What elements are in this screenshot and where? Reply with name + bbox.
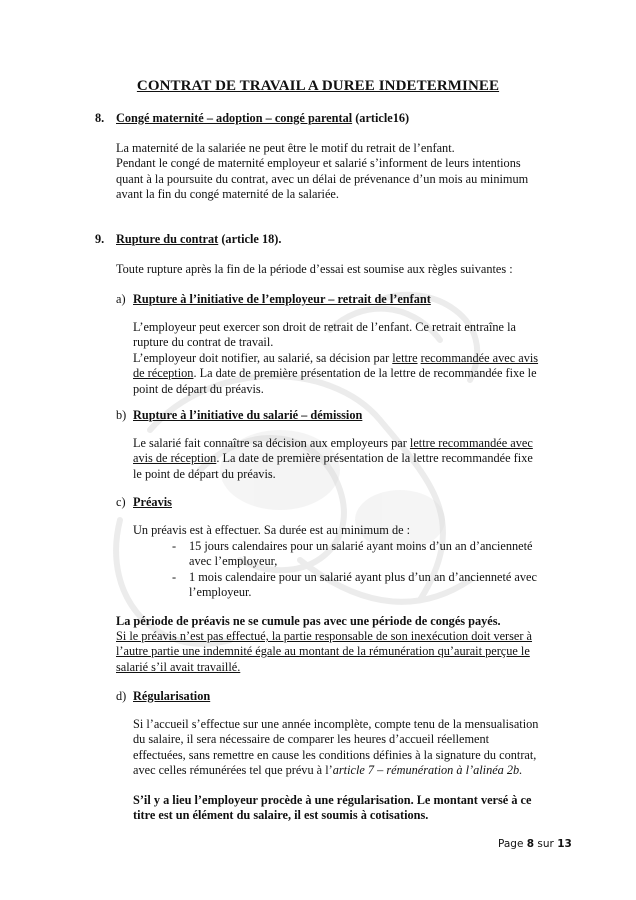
subsection-b-line: Le salarié fait connaître sa décision aux employeurs par lettre recommandée avec bbox=[133, 436, 533, 450]
subsection-a-line: L’employeur peut exercer son droit de retrait de l’enfant. Ce retrait entraîne la bbox=[133, 320, 516, 334]
subsection-a-heading: Rupture à l’initiative de l’employeur – retrait de l’enfant bbox=[133, 292, 431, 306]
section-8-line: Pendant le congé de maternité employeur et salarié s’informent de leurs intentions bbox=[116, 156, 521, 171]
section-8-line: avant la fin du congé maternité de la salariée. bbox=[116, 187, 339, 202]
subsection-d-body bbox=[133, 717, 538, 779]
notice-bullet: - 1 mois calendaire pour un salarié ayant plus d’un an d’ancienneté avec l’employeur. bbox=[172, 570, 537, 600]
section-9-number: 9. bbox=[95, 232, 105, 246]
subsection-d-line: avec celles rémunérées tel que prévu à l’article 7 – rémunération à l’alinéa 2b. bbox=[133, 763, 523, 778]
subsection-b-line: avis de réception. La date de première présentation de la lettre recommandée fixe bbox=[133, 451, 533, 466]
section-8-line: La maternité de la salariée ne peut être le motif du retrait de l’enfant. bbox=[116, 141, 455, 155]
subsection-c-letter: c) bbox=[116, 495, 126, 509]
section-8-heading-text: Congé maternité – adoption – congé parental bbox=[116, 111, 353, 125]
section-8-heading bbox=[116, 111, 409, 126]
section-9-article: (article 18). bbox=[218, 232, 282, 246]
section-9-heading bbox=[116, 232, 281, 247]
subsection-a-line: rupture du contrat de travail. bbox=[133, 335, 274, 350]
subsection-d-bold-paragraph: S’il y a lieu l’employeur procède à une régularisation. Le montant versé à ce titre est un élément du salaire, il est soumis à cotisations. bbox=[133, 793, 532, 823]
subsection-d-line: du salaire, il sera nécessaire de comparer les heures d’accueil réellement bbox=[133, 732, 490, 747]
notice-bullet: - 15 jours calendaires pour un salarié ayant moins d’un an d’ancienneté avec l’employeur, bbox=[172, 539, 533, 569]
subsection-d-letter: d) bbox=[116, 689, 127, 703]
section-8-article: (article16) bbox=[352, 111, 410, 125]
subsection-d-line: Si l’accueil s’effectue sur une année incomplète, compte tenu de la mensualisation bbox=[133, 717, 539, 731]
subsection-d-heading: Régularisation bbox=[133, 689, 211, 703]
subsection-a-letter: a) bbox=[116, 292, 126, 306]
subsection-a-line: point de départ du préavis. bbox=[133, 381, 264, 396]
notice-bold-note: La période de préavis ne se cumule pas avec une période de congés payés. bbox=[116, 614, 501, 628]
notice-underlined-paragraph: Si le préavis n’est pas effectué, la partie responsable de son inexécution doit verser à l’autre partie une indemnité égale au montant de la rémunération qu’aurait perçue le salarié s’il avait travaillé. bbox=[116, 629, 533, 674]
subsection-b-letter: b) bbox=[116, 408, 127, 422]
page-total: 13 bbox=[557, 838, 572, 850]
subsection-a-line: de réception. La date de première présentation de la lettre de recommandée fixe le bbox=[133, 366, 537, 381]
page-number: 8 bbox=[526, 838, 535, 850]
subsection-b-body bbox=[133, 436, 533, 482]
subsection-a-line: L’employeur doit notifier, au salarié, sa décision par lettre recommandée avec avis bbox=[133, 350, 539, 365]
subsection-c-heading: Préavis bbox=[133, 495, 172, 509]
subsection-c-intro: Un préavis est à effectuer. Sa durée est au minimum de : bbox=[133, 523, 411, 537]
document-title: CONTRAT DE TRAVAIL A DUREE INDETERMINEE bbox=[136, 78, 500, 94]
subsection-a-body bbox=[133, 320, 538, 397]
section-9-heading-text: Rupture du contrat bbox=[116, 232, 219, 246]
subsection-b-line: le point de départ du préavis. bbox=[133, 466, 276, 481]
page-footer: Page 8 sur 13 bbox=[498, 838, 572, 850]
section-9-intro: Toute rupture après la fin de la période d’essai est soumise aux règles suivantes : bbox=[116, 262, 513, 276]
section-8-number: 8. bbox=[95, 111, 105, 125]
section-8-body bbox=[116, 141, 528, 203]
subsection-b-heading: Rupture à l’initiative du salarié – démission bbox=[133, 408, 363, 422]
subsection-d-line: effectuées, sans remettre en cause les conditions définies à la signature du contrat, bbox=[133, 747, 537, 762]
section-8-line: quant à la poursuite du contrat, avec un délai de prévenance d’un mois au minimum bbox=[116, 171, 529, 186]
